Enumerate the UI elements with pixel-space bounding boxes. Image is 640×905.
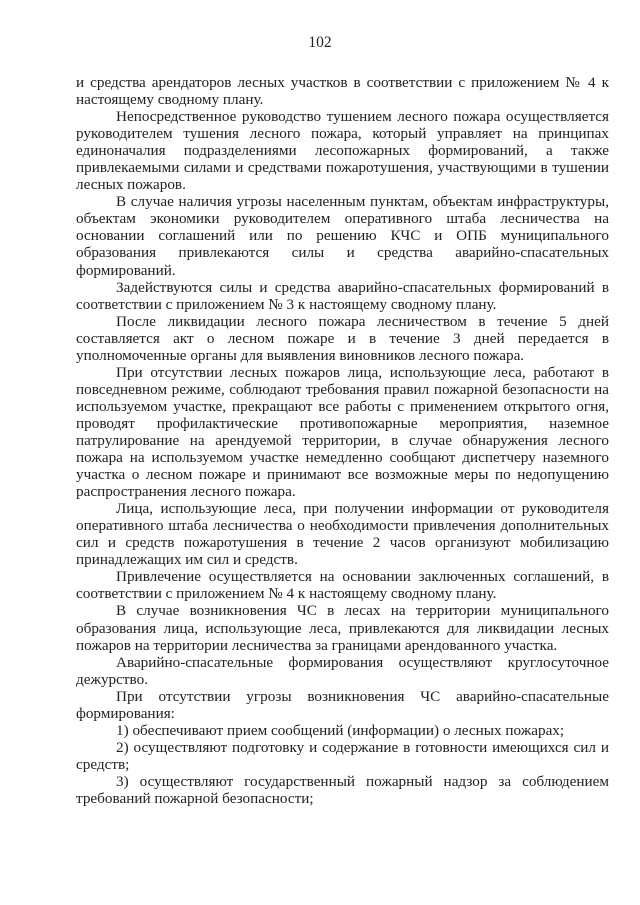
page-number: 102 (308, 34, 332, 51)
paragraph: Аварийно-спасательные формирования осуществляют круглосуточное дежурство. (76, 653, 609, 688)
paragraph: Лица, использующие леса, при получении информации от руководителя оперативного штаба лесничества о необходимости привлечения дополнительных сил и средств пожаротушения в течение 2 часов организуют мобилизацию принадлежащих им сил и средств. (76, 500, 609, 569)
list-item: 3) осуществляют государственный пожарный надзор за соблюдением требований пожарной безопасности; (76, 772, 609, 807)
paragraph: и средства арендаторов лесных участков в соответствии с приложением № 4 к настоящему сводному плану. (76, 74, 609, 109)
paragraph: Непосредственное руководство тушением лесного пожара осуществляется руководителем тушения лесного пожара, который управляет на принципах единоначалия подразделениями лесопожарных формирований, а также привлекаемыми силами и средствами пожаротушения, участвующими в тушении лесных пожаров. (76, 108, 609, 194)
paragraph: При отсутствии лесных пожаров лица, использующие леса, работают в повседневном режиме, соблюдают требования правил пожарной безопасности на используемом участке, прекращают все работы с применением открытого огня, проводят профилактические противопожарные мероприятия, наземное патрулирование на арендуемой территории, в случае обнаружения лесного пожара на используемом участке немедленно сообщают диспетчеру наземного участка о лесном пожаре и принимают все возможные меры по недопущению распространения лесного пожара. (76, 363, 609, 501)
paragraph: После ликвидации лесного пожара лесничеством в течение 5 дней составляется акт о лесном пожаре и в течение 3 дней передается в уполномоченные органы для выявления виновников лесного пожара. (76, 312, 609, 364)
list-item: 2) осуществляют подготовку и содержание в готовности имеющихся сил и средств; (76, 738, 609, 773)
paragraph: При отсутствии угрозы возникновения ЧС аварийно-спасательные формирования: (76, 687, 609, 722)
list-item: 1) обеспечивают прием сообщений (информации) о лесных пожарах; (116, 721, 565, 739)
paragraph: В случае возникновения ЧС в лесах на территории муниципального образования лица, использующие леса, привлекаются для ликвидации лесных пожаров на территории лесничества за границами арендованного участка. (76, 602, 609, 654)
document-body (76, 74, 609, 807)
paragraph: В случае наличия угрозы населенным пунктам, объектам инфраструктуры, объектам экономики руководителем оперативного штаба лесничества на основании соглашений или по решению КЧС и ОПБ муниципального образования привлекаются силы и средства аварийно-спасательных формирований. (76, 193, 609, 279)
paragraph: Задействуются силы и средства аварийно-спасательных формирований в соответствии с приложением № 3 к настоящему сводному плану. (76, 278, 609, 313)
paragraph: Привлечение осуществляется на основании заключенных соглашений, в соответствии с приложением № 4 к настоящему сводному плану. (76, 568, 609, 603)
